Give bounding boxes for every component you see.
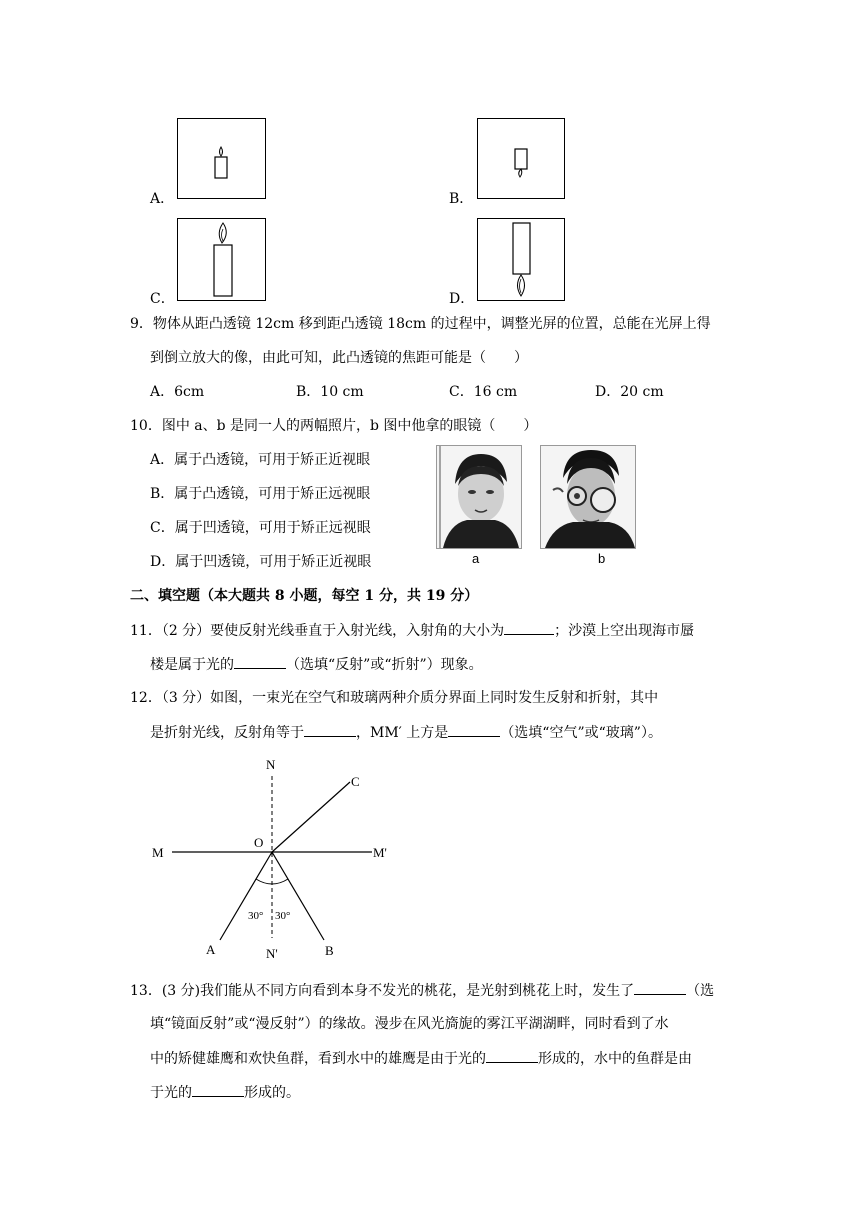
q13-text-1: 13．(3 分)我们能从不同方向看到本身不发光的桃花，是光射到桃花上时，发生了 bbox=[130, 983, 635, 999]
q10-option-d: D．属于凹透镜，可用于矫正近视眼 bbox=[150, 554, 372, 570]
angle-right-label: 30° bbox=[275, 910, 291, 922]
q11-blank-1[interactable] bbox=[504, 620, 554, 635]
candle-large-inverted-icon bbox=[478, 219, 563, 299]
q12-line1: 12．（3 分）如图，一束光在空气和玻璃两种介质分界面上同时发生反射和折射，其中 bbox=[130, 690, 659, 706]
q10-stem: 10．图中 a、b 是同一人的两幅照片，b 图中他拿的眼镜（ ） bbox=[130, 418, 538, 434]
q9-option-d: D．20 cm bbox=[595, 384, 664, 400]
q9-option-c: C．16 cm bbox=[449, 384, 518, 400]
option-c-image bbox=[177, 218, 266, 301]
portrait-b-icon bbox=[541, 446, 635, 548]
q13-text-3: 中的矫健雄鹰和欢快鱼群，看到水中的雄鹰是由于光的 bbox=[150, 1051, 486, 1067]
q12-text-1: 是折射光线，反射角等于 bbox=[150, 725, 304, 741]
q10-option-a: A．属于凸透镜，可用于矫正近视眼 bbox=[150, 452, 371, 468]
angle-left-label: 30° bbox=[248, 910, 264, 922]
label-c: C bbox=[351, 774, 360, 789]
q11-text-2: ；沙漠上空出现海市蜃 bbox=[554, 623, 695, 639]
q13-line3 bbox=[150, 1048, 692, 1069]
angle-arc-left bbox=[256, 879, 272, 884]
q13-blank-3[interactable] bbox=[192, 1082, 244, 1097]
q13-text-2: （选 bbox=[686, 983, 715, 999]
label-m: M bbox=[152, 845, 164, 860]
reflection-refraction-diagram bbox=[140, 752, 400, 962]
ray-oc bbox=[272, 782, 350, 852]
q13-blank-2[interactable] bbox=[486, 1048, 538, 1063]
portrait-a-icon bbox=[437, 446, 521, 548]
candle-large-upright-icon bbox=[178, 219, 264, 299]
q12-text-3: （选填“空气”或“玻璃”）。 bbox=[500, 725, 662, 741]
label-o: O bbox=[254, 835, 264, 850]
q13-line1 bbox=[130, 980, 714, 1001]
photo-b-label: b bbox=[598, 551, 606, 566]
option-d-label: D． bbox=[449, 291, 475, 307]
q11-line2 bbox=[150, 654, 483, 675]
angle-arc-right bbox=[272, 879, 288, 884]
q13-blank-1[interactable] bbox=[634, 980, 686, 995]
q13-line4 bbox=[150, 1082, 300, 1103]
q9-line2: 到倒立放大的像，由此可知，此凸透镜的焦距可能是（ ） bbox=[150, 350, 528, 366]
ray-oa bbox=[220, 852, 272, 940]
candle-small-inverted-icon bbox=[478, 119, 563, 197]
q9-line1: 9．物体从距凸透镜 12cm 移到距凸透镜 18cm 的过程中，调整光屏的位置，总能在光屏上得 bbox=[130, 316, 711, 332]
q11-text-4: （选填“反射”或“折射”）现象。 bbox=[286, 657, 483, 673]
label-n-prime: N' bbox=[266, 946, 278, 961]
q12-blank-1[interactable] bbox=[304, 722, 356, 737]
label-m-prime: M' bbox=[373, 845, 387, 860]
q13-text-4: 形成的，水中的鱼群是由 bbox=[538, 1051, 692, 1067]
option-a-image bbox=[177, 118, 266, 199]
photo-a bbox=[436, 445, 522, 549]
q12-text-2: ，MM′ 上方是 bbox=[356, 725, 449, 741]
photo-a-label: a bbox=[472, 551, 480, 566]
q11-text-3: 楼是属于光的 bbox=[150, 657, 234, 673]
q12-blank-2[interactable] bbox=[448, 722, 500, 737]
ray-ob bbox=[272, 852, 324, 940]
photo-b bbox=[540, 445, 636, 549]
option-b-label: B． bbox=[449, 191, 474, 207]
option-b-image bbox=[477, 118, 565, 199]
q12-line2 bbox=[150, 722, 662, 743]
q11-line1 bbox=[130, 620, 694, 641]
q13-line2: 填“镜面反射”或“漫反射”）的缘故。漫步在风光旖旎的雾江平湖湖畔，同时看到了水 bbox=[150, 1016, 669, 1032]
option-c-label: C． bbox=[150, 291, 175, 307]
q11-blank-2[interactable] bbox=[234, 654, 286, 669]
q9-option-b: B．10 cm bbox=[296, 384, 364, 400]
q10-option-b: B．属于凸透镜，可用于矫正远视眼 bbox=[150, 486, 371, 502]
label-a: A bbox=[206, 942, 216, 957]
q9-option-a: A．6cm bbox=[150, 384, 205, 400]
q13-text-5: 于光的 bbox=[150, 1085, 192, 1101]
q11-text-1: 11．（2 分）要使反射光线垂直于入射光线，入射角的大小为 bbox=[130, 623, 505, 639]
option-d-image bbox=[477, 218, 565, 301]
q13-text-6: 形成的。 bbox=[244, 1085, 300, 1101]
section-2-title: 二、填空题（本大题共 8 小题，每空 1 分，共 19 分） bbox=[130, 588, 479, 604]
label-n: N bbox=[266, 757, 276, 772]
candle-small-upright-icon bbox=[178, 119, 264, 197]
option-a-label: A． bbox=[150, 191, 175, 207]
q10-option-c: C．属于凹透镜，可用于矫正远视眼 bbox=[150, 520, 371, 536]
label-b: B bbox=[325, 943, 334, 958]
